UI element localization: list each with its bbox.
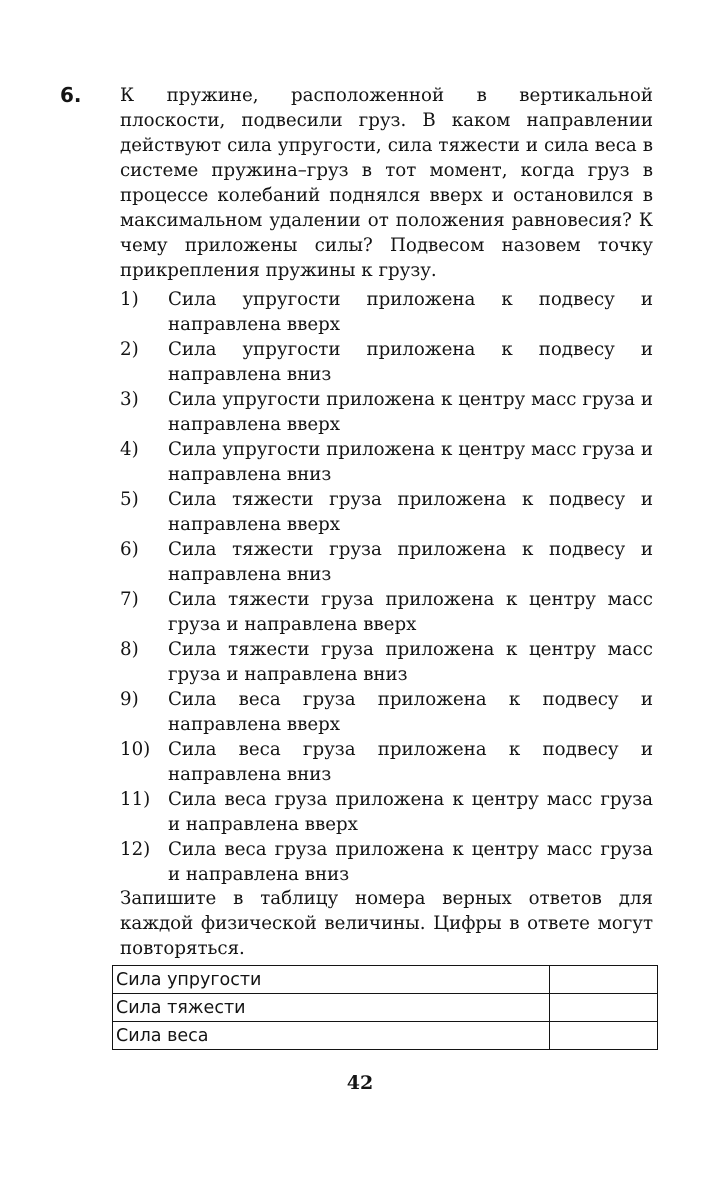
table-row [113, 994, 658, 1022]
option-item [120, 337, 653, 387]
option-item [120, 837, 653, 887]
option-item [120, 287, 653, 337]
option-item [120, 487, 653, 537]
table-row [113, 966, 658, 994]
option-number: 8) [120, 639, 139, 660]
option-text: Сила упругости приложена к подвесу и направлена вверх [168, 289, 653, 335]
option-number: 12) [120, 839, 151, 860]
option-text: Сила упругости приложена к центру масс груза и направлена вниз [168, 439, 653, 485]
option-number: 7) [120, 589, 139, 610]
option-item [120, 637, 653, 687]
answer-cell[interactable] [550, 966, 658, 994]
quantity-label: Сила упругости [113, 966, 550, 994]
option-number: 9) [120, 689, 139, 710]
answer-cell[interactable] [550, 994, 658, 1022]
option-text: Сила тяжести груза приложена к подвесу и направлена вниз [168, 539, 653, 585]
option-item [120, 687, 653, 737]
option-number: 5) [120, 489, 139, 510]
option-number: 1) [120, 289, 139, 310]
answer-options-list [120, 287, 653, 887]
option-text: Сила веса груза приложена к центру масс груза и направлена вниз [168, 839, 653, 885]
option-number: 11) [120, 789, 151, 810]
page-number: 42 [346, 1072, 374, 1094]
option-text: Сила веса груза приложена к подвесу и направлена вниз [168, 739, 653, 785]
option-text: Сила тяжести груза приложена к центру масс груза и направлена вниз [168, 639, 653, 685]
answer-table [112, 965, 658, 1050]
option-number: 2) [120, 339, 139, 360]
option-number: 10) [120, 739, 151, 760]
option-text: Сила упругости приложена к центру масс груза и направлена вверх [168, 389, 653, 435]
option-text: Сила веса груза приложена к подвесу и направлена вверх [168, 689, 653, 735]
option-number: 6) [120, 539, 139, 560]
option-text: Сила веса груза приложена к центру масс груза и направлена вверх [168, 789, 653, 835]
option-item [120, 787, 653, 837]
option-item [120, 587, 653, 637]
question-text: К пружине, расположенной в вертикальной плоскости, подвесили груз. В каком направлении действуют сила упругости, сила тяжести и сила веса в системе пружина–груз в тот момент, когда груз в процессе колебаний поднялся вверх и остановился в максимальном удалении от положения равновесия? К чему приложены силы? Подвесом назовем точку прикрепления пружины к грузу. [120, 85, 653, 281]
answer-cell[interactable] [550, 1022, 658, 1050]
option-text: Сила тяжести груза приложена к подвесу и направлена вверх [168, 489, 653, 535]
quantity-label: Сила тяжести [113, 994, 550, 1022]
option-item [120, 537, 653, 587]
table-row [113, 1022, 658, 1050]
quantity-label: Сила веса [113, 1022, 550, 1050]
option-text: Сила тяжести груза приложена к центру масс груза и направлена вверх [168, 589, 653, 635]
option-item [120, 737, 653, 787]
option-text: Сила упругости приложена к подвесу и направлена вниз [168, 339, 653, 385]
option-item [120, 437, 653, 487]
option-item [120, 387, 653, 437]
task-number: 6. [60, 83, 82, 107]
option-number: 4) [120, 439, 139, 460]
instruction-text: Запишите в таблицу номера верных ответов для каждой физической величины. Цифры в ответе могут повторяться. [120, 888, 653, 959]
option-number: 3) [120, 389, 139, 410]
